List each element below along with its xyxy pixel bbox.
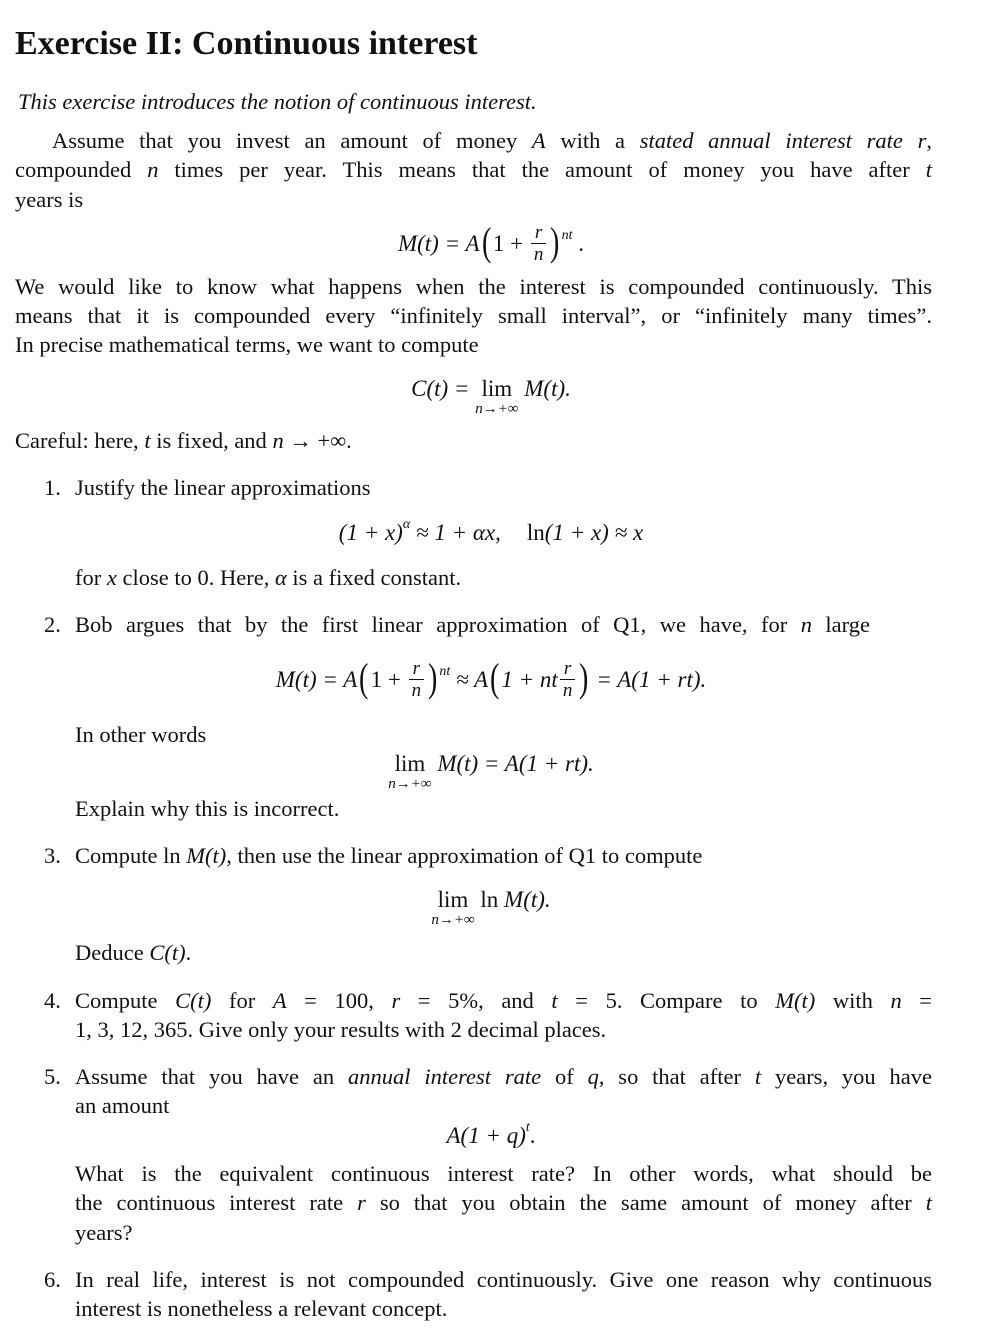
- q4-line-1: Compute C(t) for A = 100, r = 5%, and t = 5. Compare to M(t) with n =: [75, 988, 932, 1013]
- continuous-line-1: We would like to know what happens when the interest is compounded continuously. This: [15, 274, 932, 299]
- intro-text: This exercise introduces the notion of continuous interest.: [18, 89, 537, 114]
- q3-deduce: Deduce C(t).: [75, 940, 192, 965]
- careful-note: Careful: here, t is fixed, and n → +∞.: [15, 428, 352, 453]
- q5-line-4: the continuous interest rate r so that you obtain the same amount of money after t: [75, 1190, 932, 1215]
- q5-line-2: an amount: [75, 1093, 170, 1118]
- setup-line-3: years is: [15, 187, 84, 212]
- q6-line-2: interest is nonetheless a relevant concept.: [75, 1296, 448, 1321]
- question-number: 6.: [44, 1267, 61, 1292]
- setup-line-1: Assume that you invest an amount of money A with a stated annual interest rate r,: [52, 128, 932, 153]
- q3-limit: lim n→+∞ ln M(t).: [431, 887, 551, 928]
- q5-line-1: Assume that you have an annual interest rate of q, so that after t years, you have: [75, 1064, 932, 1089]
- continuous-line-3: In precise mathematical terms, we want to compute: [15, 332, 479, 357]
- question-number: 5.: [44, 1064, 61, 1089]
- q3-text: Compute ln M(t), then use the linear approximation of Q1 to compute: [75, 843, 703, 868]
- q1-text: Justify the linear approximations: [75, 475, 371, 500]
- equation-money-after-t: M(t) = A(1 + $\frac{r}{n}$ ) $^{nt}$ .: [397, 218, 585, 266]
- question-number: 1.: [44, 475, 61, 500]
- q1-approximations: $(1 + x)^\alpha \approx 1 + \alpha x$, ln(1 + x) ≈ x: [338, 517, 644, 545]
- continuous-line-2: means that it is compounded every “infinitely small interval”, or “infinitely many times”.: [15, 303, 932, 328]
- exercise-title: Exercise II: Continuous interest: [15, 25, 478, 62]
- setup-line-2: compounded n times per year. This means that the amount of money you have after t: [15, 157, 933, 182]
- q2-bob-equation: M(t) = A(1 + $\frac{r}{n}$ ) $^{nt}$ ≈ A(1 + nt $\frac{r}{n}$ ) = A(1 + rt).: [275, 654, 707, 702]
- q2-bob-limit: lim n→+∞ M(t) = A(1 + rt).: [388, 751, 594, 792]
- question-number: 2.: [44, 612, 61, 637]
- q5-line-5: years?: [75, 1220, 133, 1245]
- q2-in-other-words: In other words: [75, 722, 207, 747]
- q5-line-3: What is the equivalent continuous interest rate? In other words, what should be: [75, 1161, 932, 1186]
- question-number: 3.: [44, 843, 61, 868]
- q2-explain: Explain why this is incorrect.: [75, 796, 340, 821]
- q1-after-text: for x close to 0. Here, α is a fixed constant.: [75, 565, 462, 590]
- q6-line-1: In real life, interest is not compounded continuously. Give one reason why continuous: [75, 1267, 932, 1292]
- q2-text: Bob argues that by the first linear approximation of Q1, we have, for n large: [75, 612, 870, 637]
- q5-amount-equation: $A(1 + q)^t$.: [446, 1120, 536, 1148]
- q4-line-2: 1, 3, 12, 365. Give only your results with 2 decimal places.: [75, 1017, 607, 1042]
- question-number: 4.: [44, 988, 61, 1013]
- equation-continuous-limit: C(t) = lim n→+∞ M(t).: [411, 376, 571, 417]
